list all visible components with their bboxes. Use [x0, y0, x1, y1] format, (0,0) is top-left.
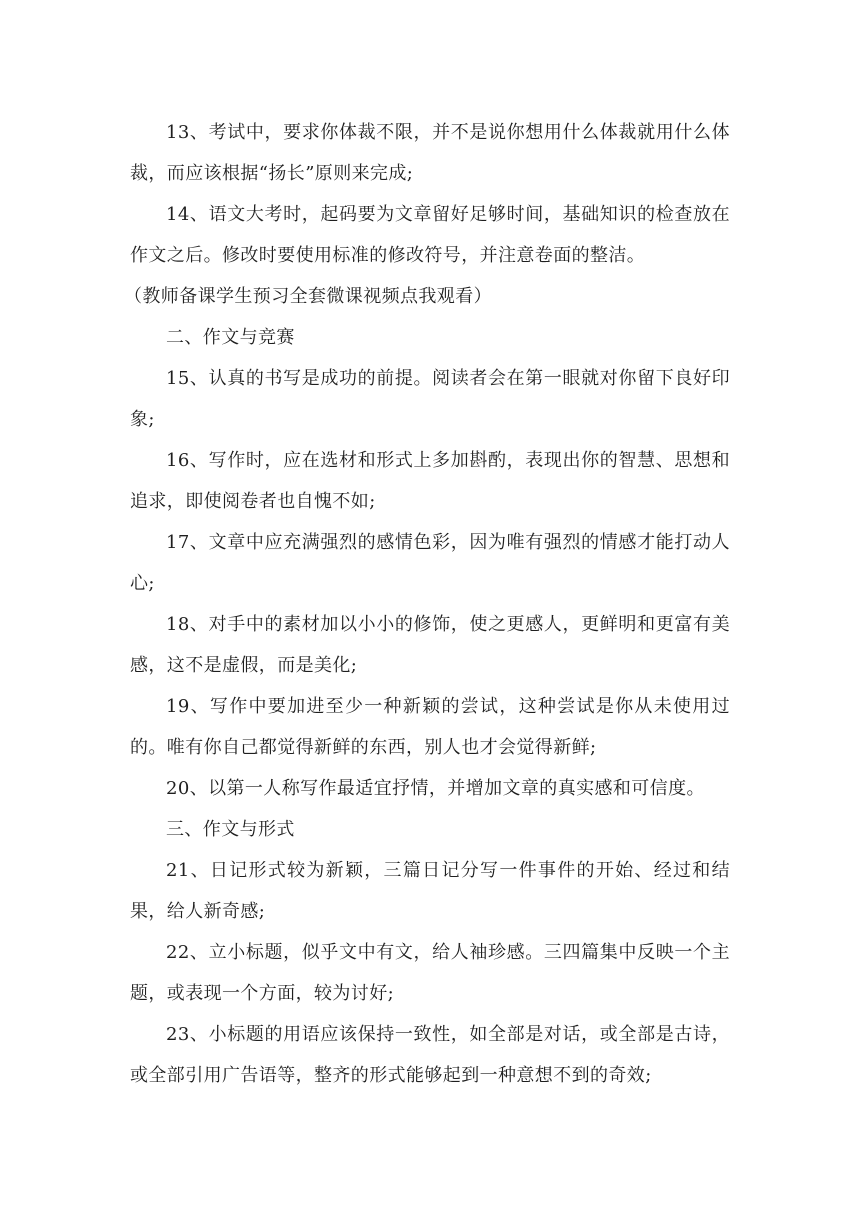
paragraph-14: 14、语文大考时，起码要为文章留好足够时间，基础知识的检查放在作文之后。修改时要使用标准的修改符号，并注意卷面的整洁。: [130, 204, 730, 266]
video-note-link[interactable]: （教师备课学生预习全套微课视频点我观看）: [124, 286, 492, 307]
paragraph-15: 15、认真的书写是成功的前提。阅读者会在第一眼就对你留下良好印象;: [130, 368, 730, 430]
paragraph-20: 20、以第一人称写作最适宜抒情，并增加文章的真实感和可信度。: [166, 778, 705, 799]
paragraph-18: 18、对手中的素材加以小小的修饰，使之更感人，更鲜明和更富有美感，这不是虚假，而是美化;: [130, 614, 730, 676]
paragraph-16: 16、写作时，应在选材和形式上多加斟酌，表现出你的智慧、思想和追求，即使阅卷者也自愧不如;: [130, 450, 730, 512]
section-heading-3: 三、作文与形式: [166, 819, 295, 840]
document-body: [124, 112, 730, 1096]
section-heading-2: 二、作文与竞赛: [166, 327, 295, 348]
paragraph-21: 21、日记形式较为新颖，三篇日记分写一件事件的开始、经过和结果，给人新奇感;: [130, 860, 730, 922]
paragraph-22: 22、立小标题，似乎文中有文，给人袖珍感。三四篇集中反映一个主题，或表现一个方面，较为讨好;: [130, 942, 730, 1004]
paragraph-17: 17、文章中应充满强烈的感情色彩，因为唯有强烈的情感才能打动人心;: [130, 532, 730, 594]
paragraph-13: 13、考试中，要求你体裁不限，并不是说你想用什么体裁就用什么体裁，而应该根据“扬长”原则来完成;: [130, 122, 730, 184]
paragraph-19: 19、写作中要加进至少一种新颖的尝试，这种尝试是你从未使用过的。唯有你自己都觉得新鲜的东西，别人也才会觉得新鲜;: [130, 696, 730, 758]
paragraph-23: 23、小标题的用语应该保持一致性，如全部是对话，或全部是古诗，或全部引用广告语等，整齐的形式能够起到一种意想不到的奇效;: [130, 1024, 730, 1086]
